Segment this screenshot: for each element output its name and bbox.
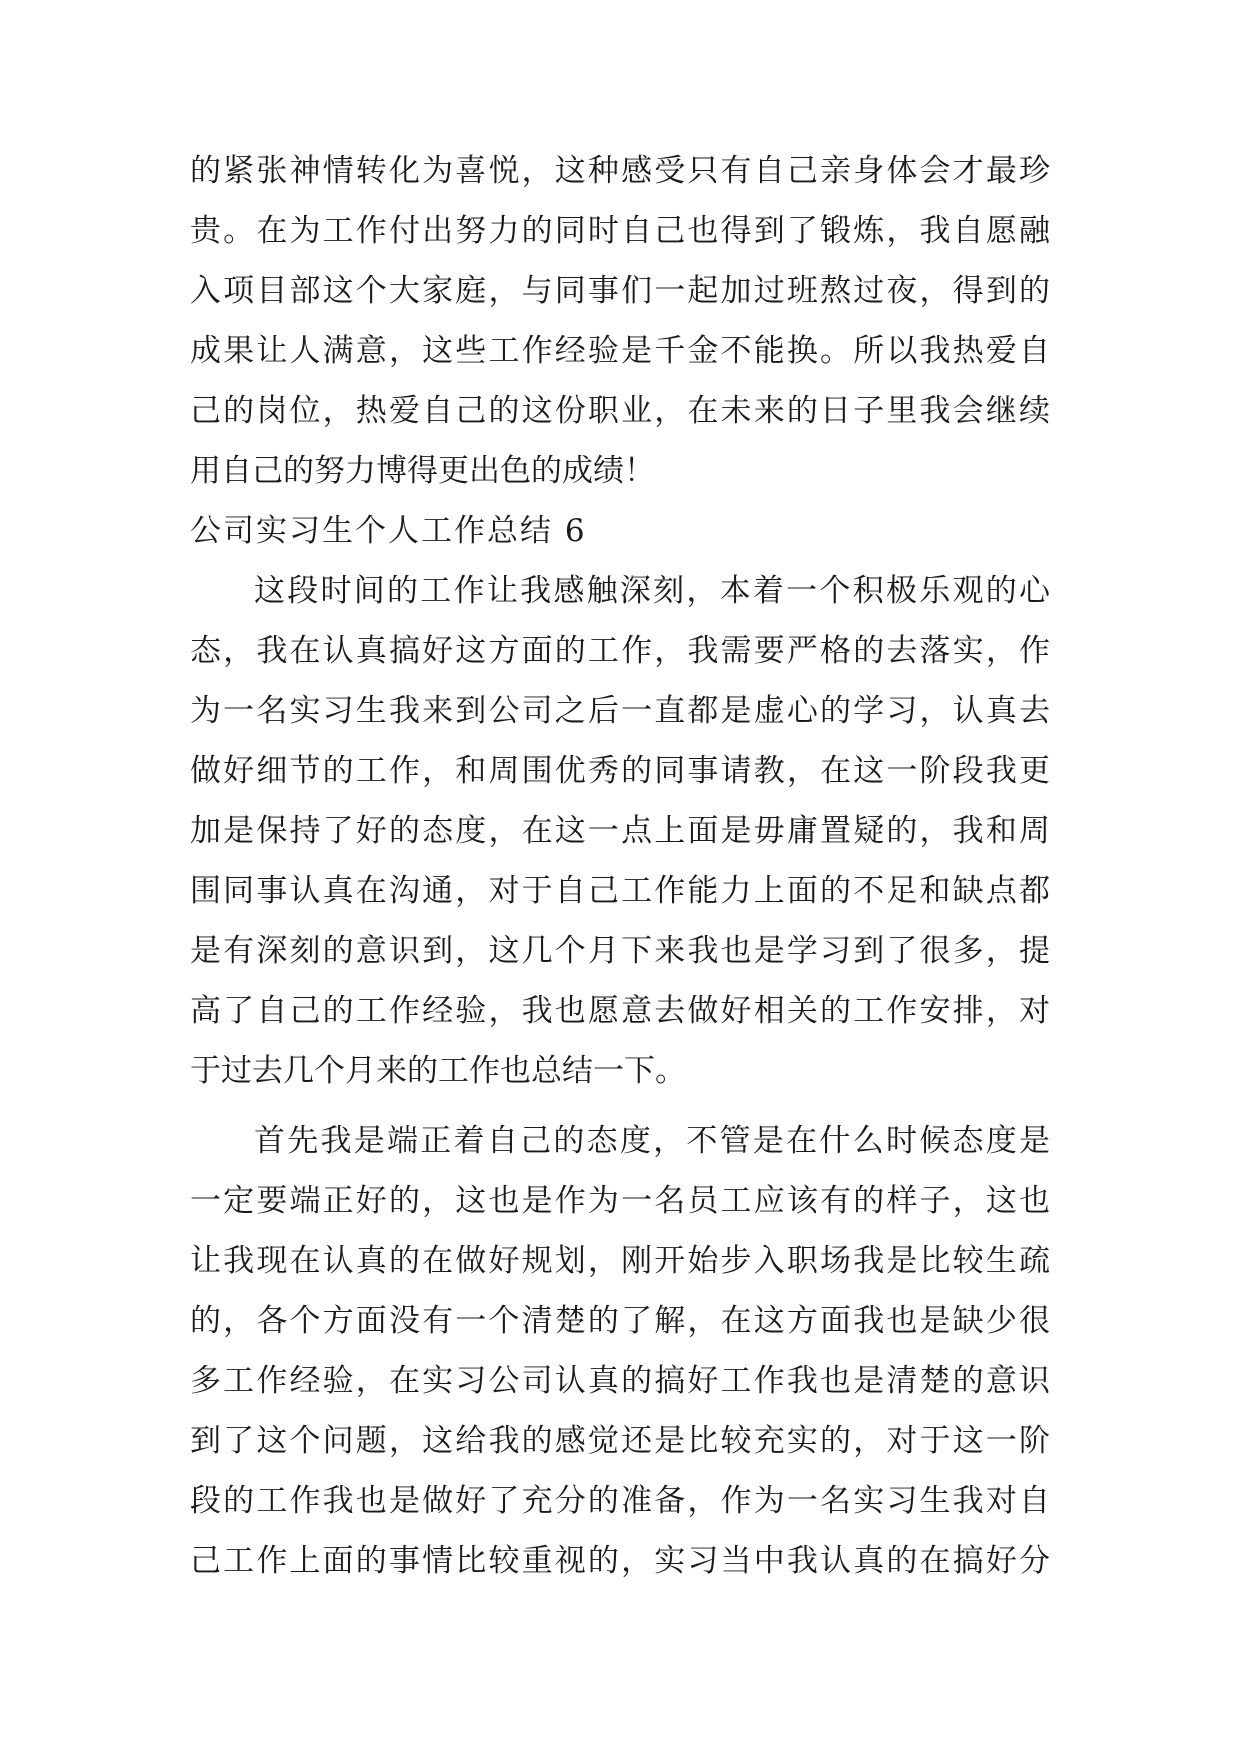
body-text-line: 成果让人满意，这些工作经验是千金不能换。所以我热爱自 <box>190 333 1050 369</box>
body-text-line: 加是保持了好的态度，在这一点上面是毋庸置疑的，我和周 <box>190 813 1050 849</box>
body-text-line: 这段时间的工作让我感触深刻，本着一个积极乐观的心 <box>254 573 1050 609</box>
body-text-line: 让我现在认真的在做好规划，刚开始步入职场我是比较生疏 <box>190 1243 1050 1279</box>
body-text-line: 到了这个问题，这给我的感觉还是比较充实的，对于这一阶 <box>190 1423 1050 1459</box>
body-text-line: 的，各个方面没有一个清楚的了解，在这方面我也是缺少很 <box>190 1303 1050 1339</box>
body-text-line: 贵。在为工作付出努力的同时自己也得到了锻炼，我自愿融 <box>190 213 1050 249</box>
body-text-line: 为一名实习生我来到公司之后一直都是虚心的学习，认真去 <box>190 693 1050 729</box>
body-text-line: 做好细节的工作，和周围优秀的同事请教，在这一阶段我更 <box>190 753 1050 789</box>
body-text-line: 入项目部这个大家庭，与同事们一起加过班熬过夜，得到的 <box>190 273 1050 309</box>
body-text-line: 己工作上面的事情比较重视的，实习当中我认真的在搞好分 <box>190 1543 1050 1579</box>
body-text-line: 是有深刻的意识到，这几个月下来我也是学习到了很多，提 <box>190 933 1050 969</box>
section-heading: 公司实习生个人工作总结 6 <box>190 513 587 549</box>
body-text-line: 的紧张神情转化为喜悦，这种感受只有自己亲身体会才最珍 <box>190 153 1050 189</box>
body-text-line: 围同事认真在沟通，对于自己工作能力上面的不足和缺点都 <box>190 873 1050 909</box>
body-text-line: 态，我在认真搞好这方面的工作，我需要严格的去落实，作 <box>190 633 1050 669</box>
body-text-line: 多工作经验，在实习公司认真的搞好工作我也是清楚的意识 <box>190 1363 1050 1399</box>
body-text-line: 一定要端正好的，这也是作为一名员工应该有的样子，这也 <box>190 1183 1050 1219</box>
body-text-line: 用自己的努力博得更出色的成绩！ <box>190 453 655 489</box>
body-text-line: 己的岗位，热爱自己的这份职业，在未来的日子里我会继续 <box>190 393 1050 429</box>
body-text-line: 于过去几个月来的工作也总结一下。 <box>190 1053 686 1089</box>
body-text-line: 首先我是端正着自己的态度，不管是在什么时候态度是 <box>254 1123 1050 1159</box>
body-text-line: 高了自己的工作经验，我也愿意去做好相关的工作安排，对 <box>190 993 1050 1029</box>
body-text-line: 段的工作我也是做好了充分的准备，作为一名实习生我对自 <box>190 1483 1050 1519</box>
